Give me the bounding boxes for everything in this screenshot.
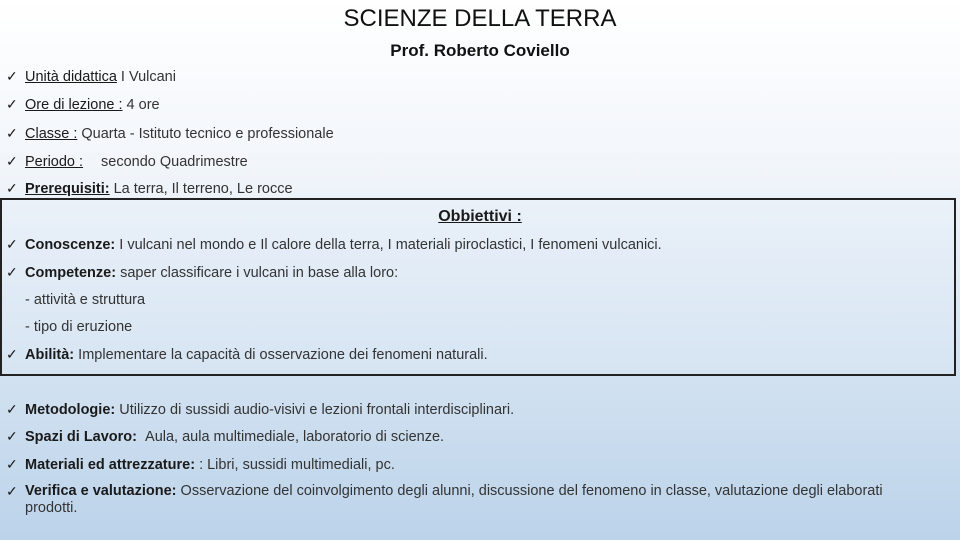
info-value: La terra, Il terreno, Le rocce [113, 181, 293, 197]
check-icon: ✓ [6, 96, 18, 112]
check-icon: ✓ [6, 68, 18, 84]
sub-item-text: - attività e struttura [25, 292, 146, 308]
check-icon: ✓ [6, 180, 18, 196]
objective-sub-item [6, 319, 132, 336]
info-label: Classe : [25, 126, 78, 142]
page-title: SCIENZE DELLA TERRA [343, 5, 617, 32]
sub-item-text: - tipo di eruzione [25, 319, 133, 335]
detail-label: Verifica e valutazione: [25, 483, 177, 499]
info-label: Unità didattica [25, 69, 117, 85]
detail-spazi [6, 428, 444, 446]
detail-label: Materiali ed attrezzature: [25, 457, 196, 473]
objectives-title: Obbiettivi : [438, 208, 522, 225]
objective-abilita [6, 346, 488, 364]
info-value: secondo Quadrimestre [101, 154, 248, 170]
objective-label: Conoscenze: [25, 237, 116, 253]
objective-value: Implementare la capacità di osservazione dei fenomeni naturali. [78, 347, 488, 363]
objective-label: Abilità: [25, 347, 75, 363]
detail-value: : Libri, sussidi multimediali, pc. [199, 457, 395, 473]
info-item-unita [6, 68, 176, 86]
info-value: I Vulcani [120, 69, 176, 85]
check-icon: ✓ [6, 153, 18, 169]
check-icon: ✓ [6, 125, 18, 141]
info-label: Ore di lezione : [25, 97, 123, 113]
info-item-classe [6, 125, 334, 143]
info-label: Periodo : [25, 154, 84, 170]
detail-label: Spazi di Lavoro: [25, 429, 137, 445]
detail-value: Utilizzo di sussidi audio-visivi e lezioni frontali interdisciplinari. [119, 402, 515, 418]
objective-competenze [6, 264, 398, 282]
teacher-name: Prof. Roberto Coviello [390, 41, 570, 60]
check-icon: ✓ [6, 428, 18, 444]
info-value: Quarta - Istituto tecnico e professionale [81, 126, 334, 142]
check-icon: ✓ [6, 401, 18, 417]
objective-value: I vulcani nel mondo e Il calore della terra, I materiali piroclastici, I fenomeni vulcanici. [119, 237, 662, 253]
detail-verifica [6, 483, 906, 517]
check-icon: ✓ [6, 346, 18, 362]
info-value: 4 ore [126, 97, 160, 113]
check-icon: ✓ [6, 236, 18, 252]
objective-label: Competenze: [25, 265, 117, 281]
detail-value: Osservazione del coinvolgimento degli alunni, discussione del fenomeno in classe, valutazione degli elaborati prodotti. [25, 483, 883, 516]
detail-metodologie [6, 401, 514, 419]
info-item-periodo [6, 153, 248, 171]
objective-conoscenze [6, 236, 662, 254]
objective-sub-item [6, 292, 145, 309]
info-label: Prerequisiti: [25, 181, 110, 197]
detail-materiali [6, 456, 395, 474]
info-item-ore [6, 96, 160, 114]
info-item-prerequisiti [6, 180, 293, 198]
check-icon: ✓ [6, 456, 18, 472]
objective-value: saper classificare i vulcani in base alla loro: [120, 265, 399, 281]
check-icon: ✓ [6, 264, 18, 280]
detail-value: Aula, aula multimediale, laboratorio di scienze. [145, 429, 445, 445]
check-icon: ✓ [6, 483, 18, 499]
detail-label: Metodologie: [25, 402, 116, 418]
